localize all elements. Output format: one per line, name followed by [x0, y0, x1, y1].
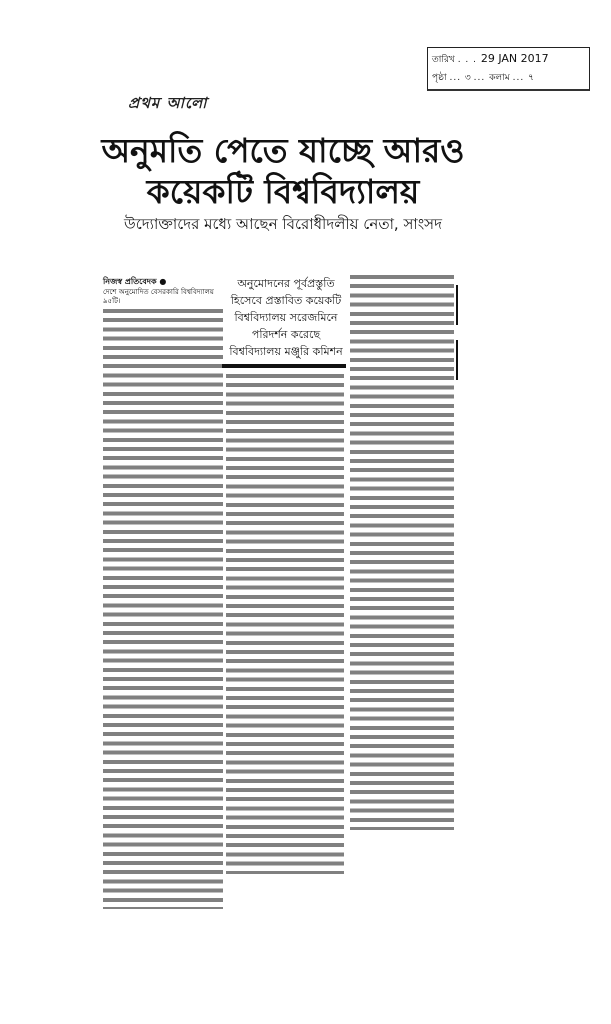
date-value: 29 JAN 2017: [480, 52, 549, 65]
subheadline: উদ্যোক্তাদের মধ্যে আছেন বিরোধীদলীয় নেতা, সাংসদ: [124, 214, 442, 233]
column-label: কলাম: [489, 73, 510, 83]
newspaper-masthead-logo: প্রথম আলো: [128, 94, 208, 112]
body-column-1: [103, 309, 223, 909]
lead-block: [103, 276, 223, 909]
date-row: তারিখ . . . 29 JAN 2017: [432, 52, 549, 65]
page-row: পৃষ্ঠা ... ৩ ... কলাম ... ৭: [432, 73, 534, 83]
page-value: ৩: [464, 73, 471, 83]
lead-text: দেশে অনুমোদিত বেসরকারি বিশ্ববিদ্যালয় ৯৫টি।: [103, 288, 214, 306]
body-column-3: [350, 275, 454, 830]
pull-quote-block: [226, 275, 346, 874]
column-divider: [456, 340, 458, 380]
date-stamp-box: [427, 47, 590, 91]
pull-quote: অনুমোদনের পূর্বপ্রস্তুতি হিসেবে প্রস্তাবিত কয়েকটি বিশ্ববিদ্যালয় সরেজমিনে পরিদর্শন করেছে বিশ্ববিদ্যালয় মঞ্জুরি কমিশন: [229, 277, 343, 358]
page-label: পৃষ্ঠা: [432, 73, 447, 83]
headline-block: [98, 130, 468, 234]
headline-line-2: কয়েকটি বিশ্ববিদ্যালয়: [146, 172, 420, 212]
body-column-2: [226, 374, 344, 874]
byline: নিজস্ব প্রতিবেদক ●: [103, 277, 167, 286]
pull-quote-rule: [222, 364, 346, 368]
date-label: তারিখ: [432, 55, 455, 65]
headline-line-1: অনুমতি পেতে যাচ্ছে আরও: [101, 131, 465, 170]
column-divider: [456, 285, 458, 325]
column-value: ৭: [528, 73, 534, 83]
